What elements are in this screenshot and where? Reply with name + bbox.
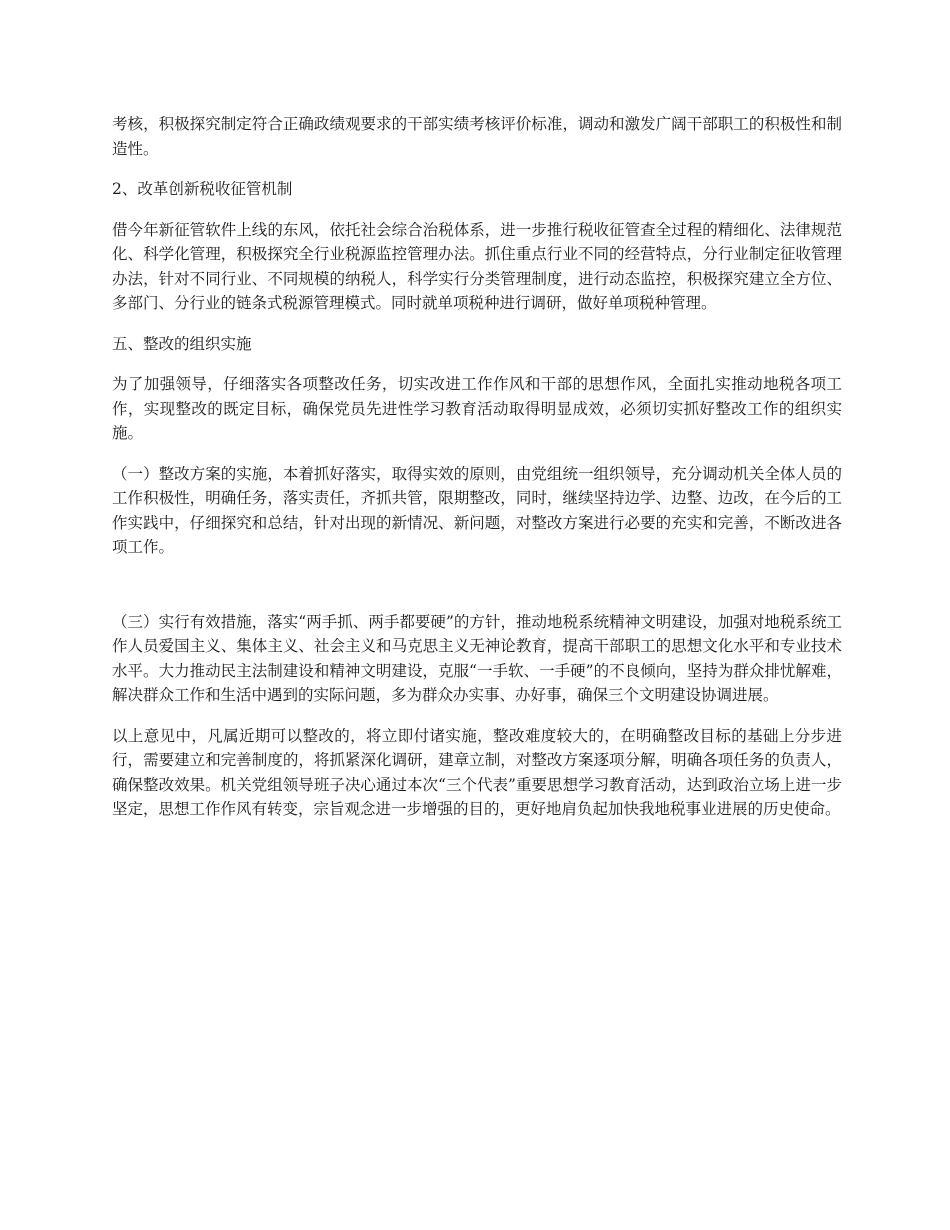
paragraph-leadership: 为了加强领导，仔细落实各项整改任务，切实改进工作作风和干部的思想作风，全面扎实推动地税各项工作，实现整改的既定目标，确保党员先进性学习教育活动取得明显成效，必须切实抓好整改工作的组织实施。 [112, 375, 842, 442]
paragraph-assessment: 考核，积极探究制定符合正确政绩观要求的干部实绩考核评价标准，调动和激发广阔干部职工的积极性和制造性。 [112, 115, 842, 158]
paragraph-implementation-one: （一）整改方案的实施，本着抓好落实，取得实效的原则，由党组统一组织领导，充分调动机关全体人员的工作积极性，明确任务，落实责任，齐抓共管，限期整改，同时，继续坚持边学、边整、边改，在今后的工作实践中，仔细探究和总结，针对出现的新情况、新问题，对整改方案进行必要的充实和完善，不断改进各项工作。 [112, 464, 842, 556]
paragraph-tax-collection: 借今年新征管软件上线的东风，依托社会综合治税体系，进一步推行税收征管查全过程的精细化、法律规范化、科学化管理，积极探究全行业税源监控管理办法。抓住重点行业不同的经营特点，分行业制定征收管理办法，针对不同行业、不同规模的纳税人，科学实行分类管理制度，进行动态监控，积极探究建立全方位、多部门、分行业的链条式税源管理模式。同时就单项税种进行调研，做好单项税种管理。 [112, 220, 842, 312]
paragraph-conclusion: 以上意见中，凡属近期可以整改的，将立即付诸实施，整改难度较大的，在明确整改目标的基础上分步进行，需要建立和完善制度的，将抓紧深化调研，建章立制，对整改方案逐项分解，明确各项任务的负责人，确保整改效果。机关党组领导班子决心通过本次“三个代表”重要思想学习教育活动，达到政治立场上进一步坚定，思想工作作风有转变，宗旨观念进一步增强的目的，更好地肩负起加快我地税事业进展的历史使命。 [112, 726, 842, 818]
section-heading-organization: 五、整改的组织实施 [112, 334, 252, 353]
section-heading-tax-reform: 2、改革创新税收征管机制 [112, 180, 293, 198]
blank-gap [112, 576, 842, 610]
paragraph-implementation-three: （三）实行有效措施，落实“两手抓、两手都要硬”的方针，推动地税系统精神文明建设，加强对地税系统工作人员爱国主义、集体主义、社会主义和马克思主义无神论教育，提高干部职工的思想文化水平和专业技术水平。大力推动民主法制建设和精神文明建设，克服“一手软、一手硬”的不良倾向，坚持为群众排忧解难，解决群众工作和生活中遇到的实际问题，多为群众办实事、办好事，确保三个文明建设协调进展。 [112, 612, 842, 704]
document-page [112, 112, 842, 838]
